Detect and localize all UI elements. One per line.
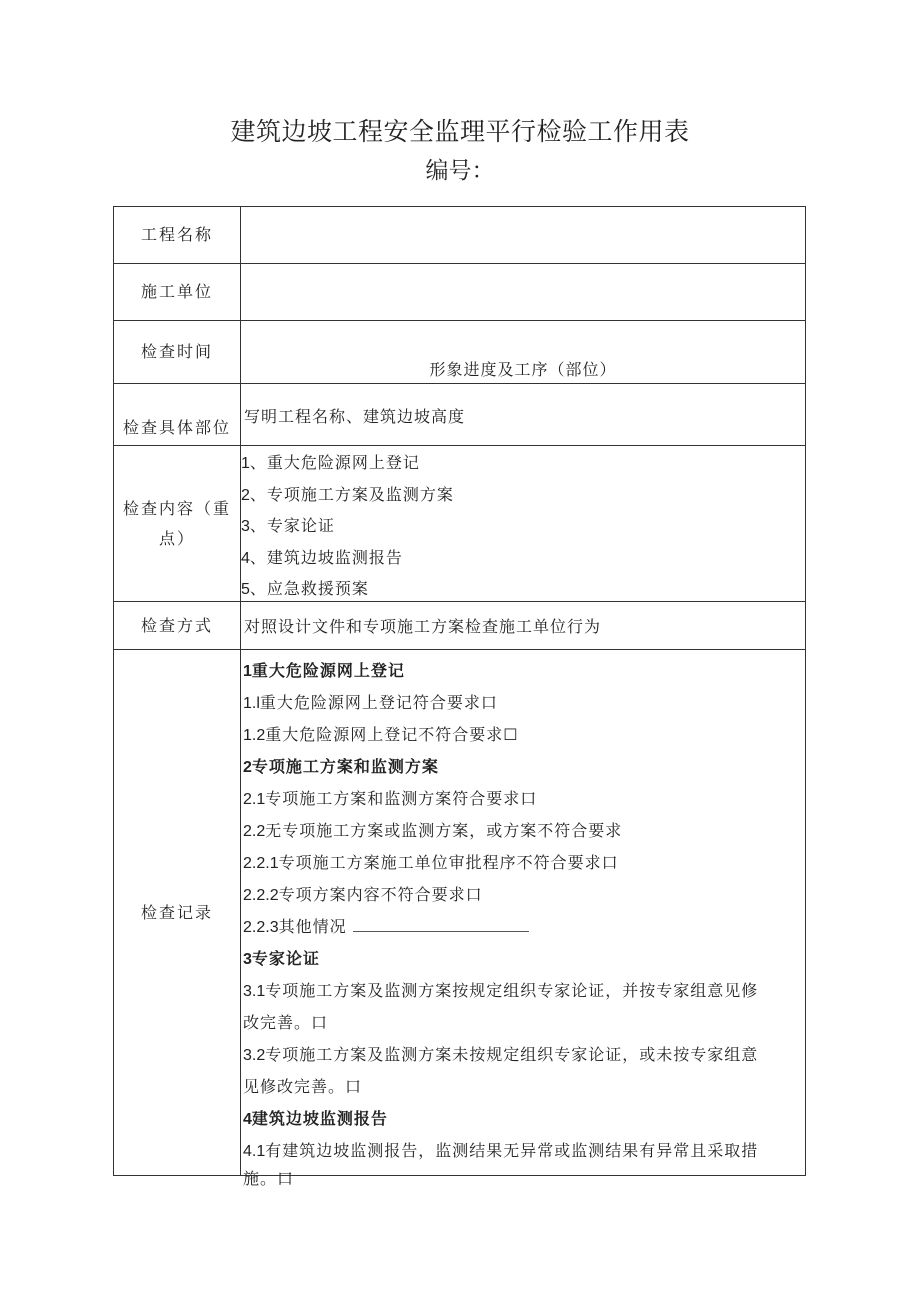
other-situation-blank[interactable] [353,917,529,932]
inspection-location-value[interactable] [241,384,805,445]
inspection-record-label: 检查记录 [114,650,241,1175]
record-line[interactable]: 1.l重大危险源网上登记符合要求口 [243,693,498,712]
construction-unit-label: 施工单位 [114,264,241,320]
record-line[interactable]: 1.2重大危险源网上登记不符合要求☐ [243,725,519,744]
inspection-method-text: 对照设计文件和专项施工方案检查施工单位行为 [244,617,602,636]
record-line: 4建筑边坡监测报告 [243,1109,388,1128]
record-line: 见修改完善。口 [243,1077,363,1096]
construction-unit-value[interactable] [241,264,805,320]
record-line[interactable]: 2.2.2专项方案内容不符合要求口 [243,885,483,904]
record-line[interactable]: 3.1专项施工方案及监测方案按规定组织专家论证，并按专家组意见修 [243,981,759,1000]
inspection-method-value[interactable] [241,602,805,649]
inspection-record-list [241,650,805,1188]
content-item: 3、专家论证 [241,516,335,535]
inspection-location-label: 检查具体部位 [114,384,241,445]
record-line[interactable]: 2.2.1专项施工方案施工单位审批程序不符合要求口 [243,853,619,872]
inspection-content-list [241,446,805,601]
record-line: 2.2.3其他情况 [243,914,529,937]
content-item: 1、重大危险源网上登记 [241,453,420,472]
document-number-label: 编号： [425,158,495,184]
record-line[interactable]: 2.1专项施工方案和监测方案符合要求口 [243,789,538,808]
record-line: 2.2无专项施工方案或监测方案，或方案不符合要求 [243,821,623,840]
project-name-label: 工程名称 [114,207,241,263]
row-inspection-time [114,321,805,384]
row-inspection-record [114,650,805,1188]
content-item: 4、建筑边坡监测报告 [241,548,403,567]
row-inspection-method [114,602,805,650]
progress-sub-label: 形象进度及工序（部位） [429,360,617,379]
row-project-name [114,207,805,264]
inspection-location-text: 写明工程名称、建筑边坡高度 [244,407,466,426]
project-name-value[interactable] [241,207,805,263]
record-line: 3专家论证 [243,949,320,968]
inspection-time-value[interactable] [241,321,805,383]
inspection-form-table [113,206,806,1188]
record-line: 1重大危险源网上登记 [243,661,405,680]
record-line: 2专项施工方案和监测方案 [243,757,439,776]
record-line[interactable]: 3.2专项施工方案及监测方案未按规定组织专家论证，或未按专家组意 [243,1045,759,1064]
record-line: 改完善。口 [243,1013,329,1032]
inspection-time-label: 检查时间 [114,321,241,383]
record-line[interactable]: 4.1有建筑边坡监测报告，监测结果无异常或监测结果有异常且采取措 [243,1141,759,1160]
record-line: 施。口 [243,1169,295,1188]
content-item: 2、专项施工方案及监测方案 [241,485,454,504]
inspection-method-label: 检查方式 [114,602,241,649]
content-item: 5、应急救援预案 [241,579,369,598]
row-construction-unit [114,264,805,321]
document-title: 建筑边坡工程安全监理平行检验工作用表 [230,117,690,146]
inspection-content-label: 检查内容（重点） [114,446,241,601]
row-inspection-location [114,384,805,446]
row-inspection-content [114,446,805,602]
